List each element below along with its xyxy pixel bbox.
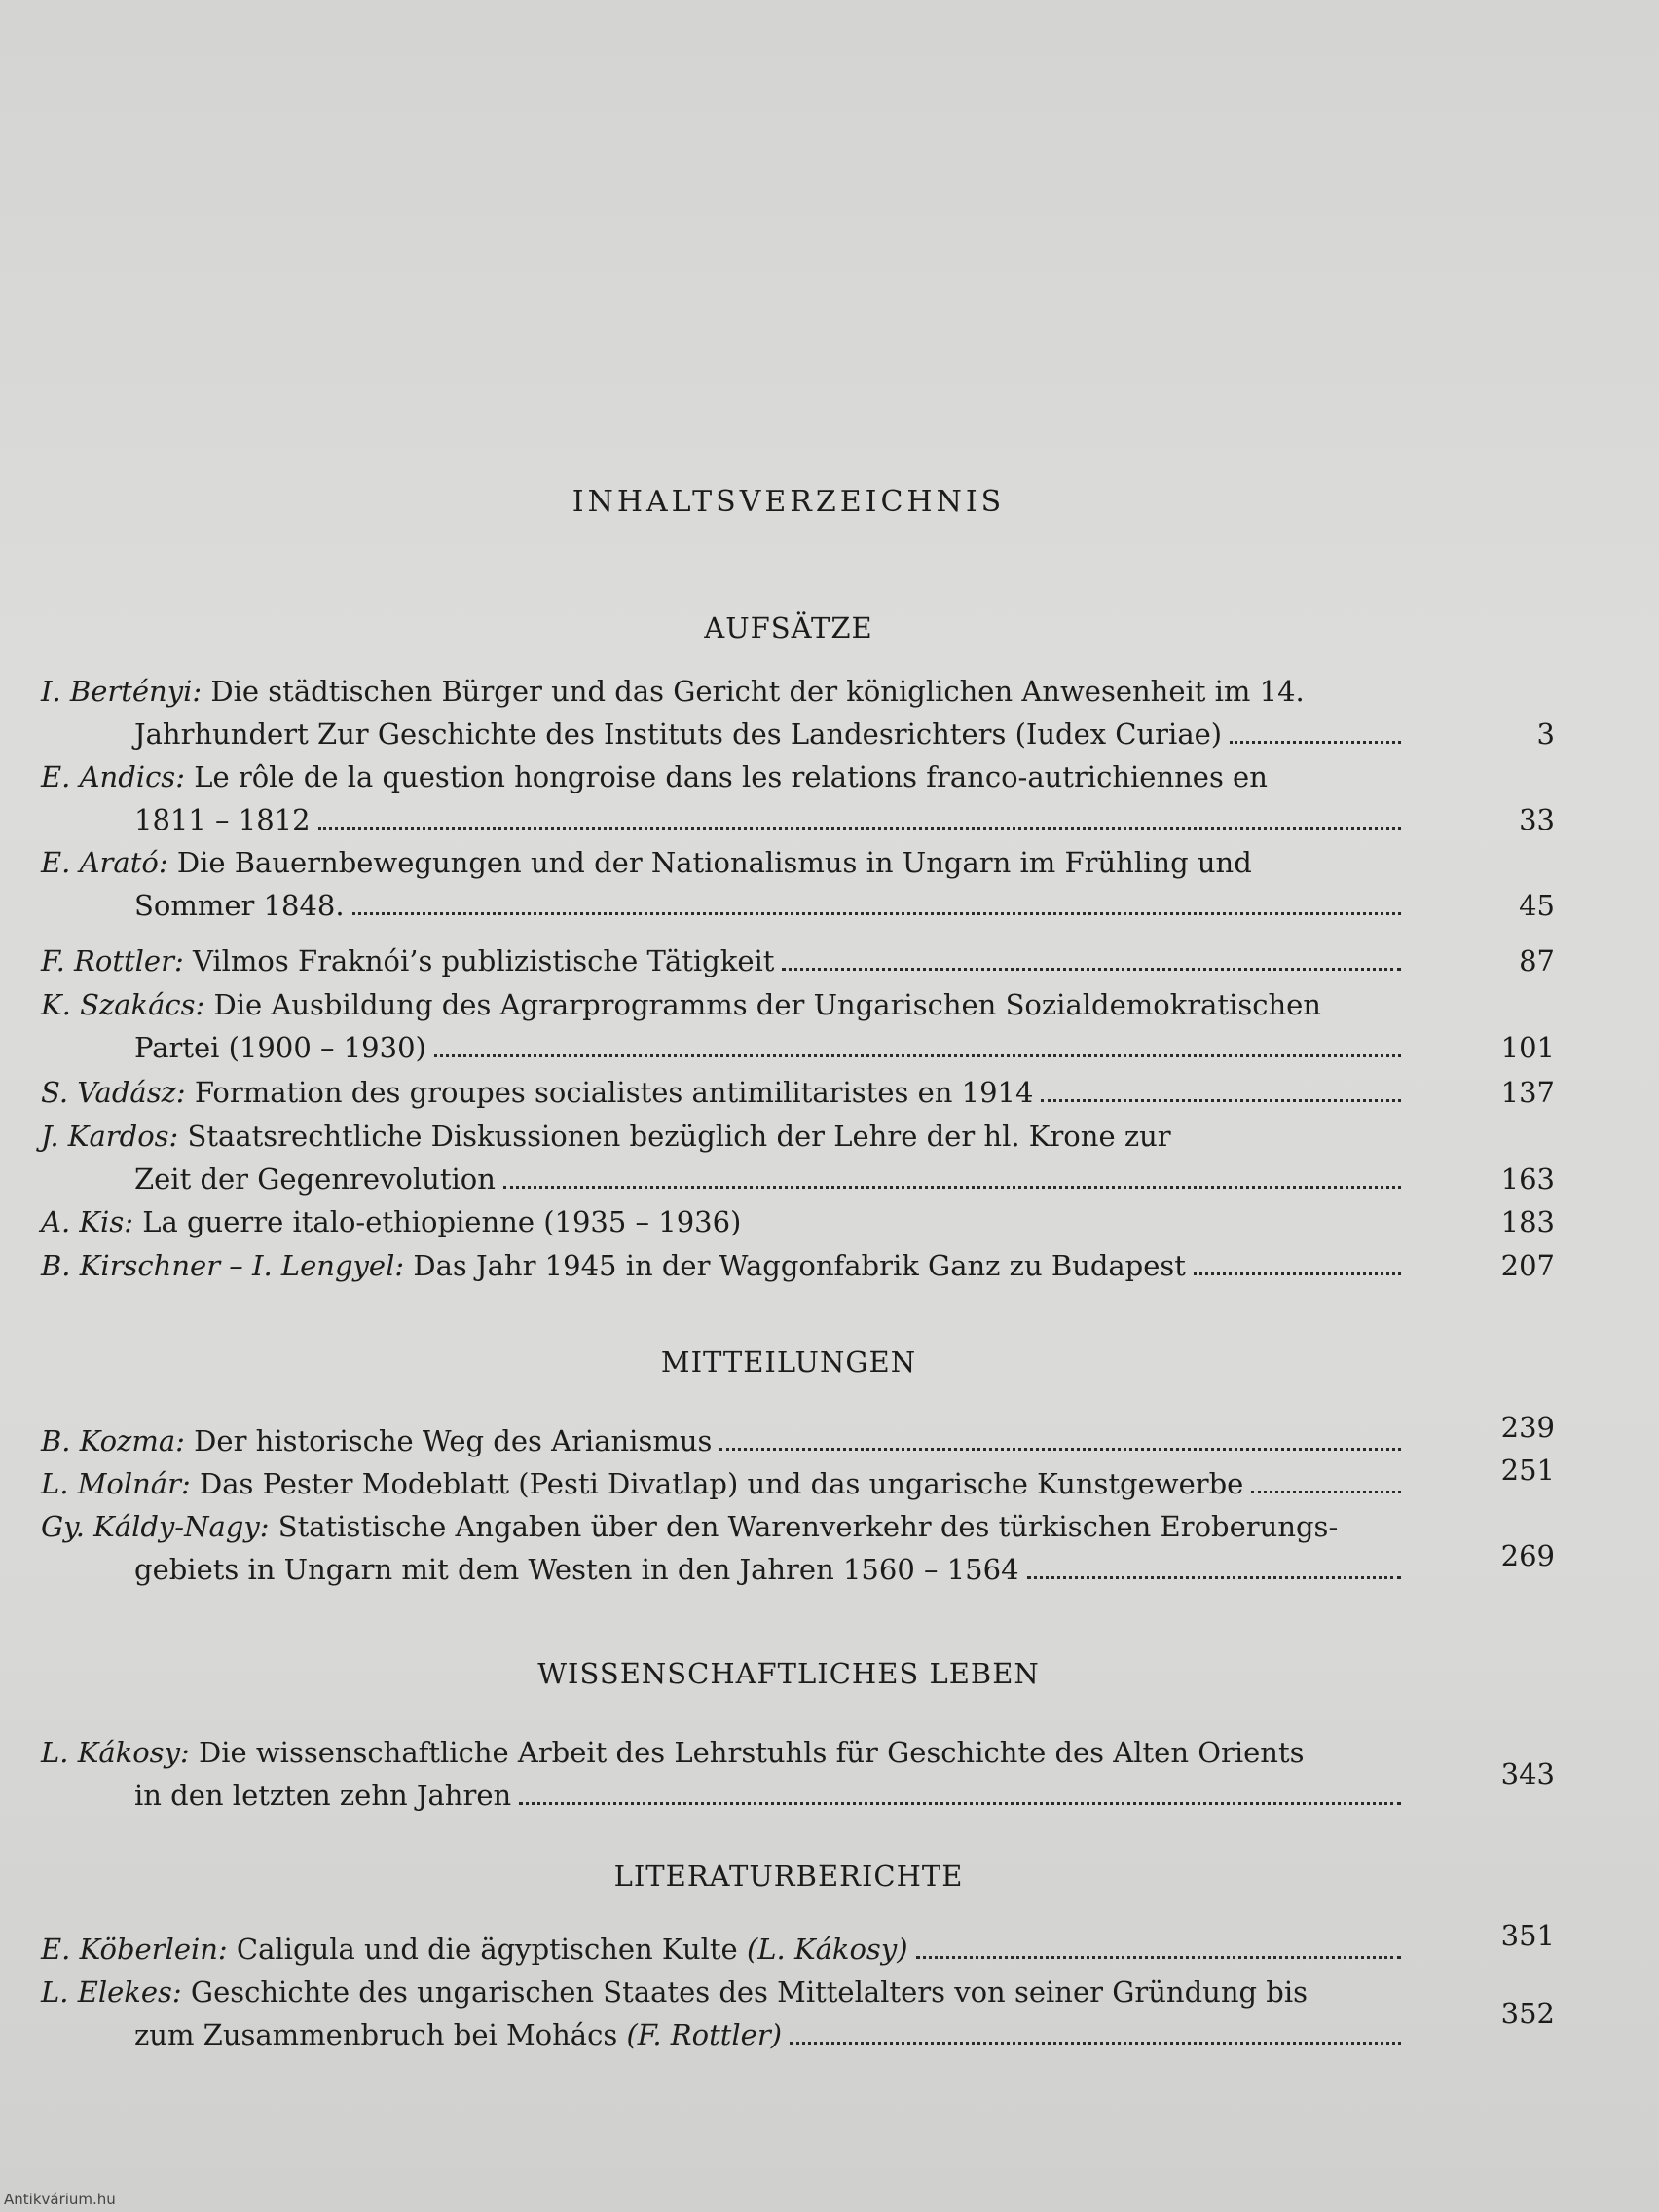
entry-page-number: 251 (1500, 1454, 1555, 1487)
entry-title: Die städtischen Bürger und das Gericht der königlichen Anwesenheit im 14. (210, 675, 1305, 708)
entry-title: Staatsrechtliche Diskussionen bezüglich der Lehre der hl. Krone zur (187, 1120, 1171, 1153)
toc-entry (41, 1919, 1555, 1971)
entry-page-number: 207 (1500, 1249, 1555, 1282)
entry-title: Das Pester Modeblatt (Pesti Divatlap) und das ungarische Kunstgewerbe (199, 1467, 1244, 1500)
entry-author: L. Molnár: (41, 1467, 191, 1500)
toc-entry (41, 940, 1555, 982)
section-heading-aufsaetze: AUFSÄTZE (704, 611, 873, 645)
entry-page-number: 45 (1519, 889, 1555, 922)
dot-leader (434, 1054, 1401, 1057)
bleed-through-text (0, 0, 1659, 506)
entry-author: E. Köberlein: (41, 1933, 228, 1966)
entry-page-number: 87 (1519, 944, 1555, 977)
entry-page-number: 239 (1500, 1411, 1555, 1444)
entry-page-number: 3 (1536, 718, 1555, 751)
entry-reviewer: (F. Rottler) (626, 2018, 783, 2051)
entry-title: Le rôle de la question hongroise dans les relations franco-autrichiennes en (194, 760, 1268, 793)
entry-title-cont: gebiets in Ungarn mit dem Westen in den Jahren 1560 – 1564 (134, 1553, 1019, 1586)
entry-page-number: 163 (1500, 1162, 1555, 1196)
entry-title: Vilmos Fraknói’s publizistische Tätigkeit (192, 944, 775, 977)
entry-author: B. Kirschner – I. Lengyel: (41, 1249, 405, 1282)
entry-title: Formation des groupes socialistes antimilitaristes en 1914 (194, 1076, 1034, 1109)
entry-page-number: 183 (1500, 1205, 1555, 1238)
entry-title: Statistische Angaben über den Warenverkehr des türkischen Eroberungs- (277, 1510, 1339, 1543)
toc-entry (41, 756, 1555, 841)
entry-title: Die wissenschaftliche Arbeit des Lehrstuhls für Geschichte des Alten Orients (198, 1736, 1305, 1769)
entry-page-number: 351 (1500, 1919, 1555, 1952)
entry-title: La guerre italo-ethiopienne (1935 – 1936) (142, 1205, 742, 1238)
entry-title: Geschichte des ungarischen Staates des Mittelalters von seiner Gründung bis (190, 1975, 1308, 2009)
dot-leader (1230, 741, 1401, 744)
entry-title-cont: Zeit der Gegenrevolution (134, 1162, 496, 1196)
dot-leader (782, 968, 1401, 971)
entry-author: K. Szakács: (41, 988, 205, 1021)
toc-entry (41, 1244, 1555, 1287)
entry-page-number: 33 (1519, 803, 1555, 836)
entry-page-number: 137 (1500, 1076, 1555, 1109)
toc-entry (41, 1454, 1555, 1505)
entry-author: J. Kardos: (41, 1120, 179, 1153)
toc-entry (41, 1411, 1555, 1462)
entry-page-number: 352 (1500, 1997, 1555, 2030)
dot-leader (1194, 1272, 1401, 1275)
entry-author: L. Elekes: (41, 1975, 182, 2009)
entry-page-number: 343 (1500, 1757, 1555, 1790)
watermark: Antikvárium.hu (4, 2191, 116, 2208)
toc-entry (41, 1115, 1555, 1200)
toc-entry (41, 841, 1555, 927)
dot-leader (318, 827, 1401, 830)
entry-title: Das Jahr 1945 in der Waggonfabrik Ganz zu Budapest (413, 1249, 1186, 1282)
toc-entry (41, 1071, 1555, 1114)
entry-title-cont: in den letzten zehn Jahren (134, 1779, 512, 1812)
entry-title: Der historische Weg des Arianismus (194, 1424, 713, 1457)
entry-author: A. Kis: (41, 1205, 133, 1238)
entry-page-number: 269 (1500, 1539, 1555, 1572)
entry-page-number: 101 (1500, 1031, 1555, 1064)
entry-author: S. Vadász: (41, 1076, 186, 1109)
section-heading-leben: WISSENSCHAFTLICHES LEBEN (537, 1657, 1040, 1690)
dot-leader (790, 2042, 1401, 2045)
entry-author: I. Bertényi: (41, 675, 203, 708)
toc-entry (41, 1505, 1555, 1591)
dot-leader (503, 1186, 1401, 1189)
entry-author: E. Andics: (41, 760, 185, 793)
entry-author: Gy. Káldy-Nagy: (41, 1510, 270, 1543)
toc-entry (41, 1731, 1555, 1817)
entry-title-cont: Partei (1900 – 1930) (134, 1031, 426, 1064)
entry-author: L. Kákosy: (41, 1736, 190, 1769)
section-heading-mitteilungen: MITTEILUNGEN (660, 1346, 917, 1379)
toc-entry (41, 1971, 1555, 2056)
entry-title-cont: 1811 – 1812 (134, 803, 311, 836)
entry-title: Die Bauernbewegungen und der Nationalismus in Ungarn im Frühling und (176, 846, 1252, 879)
entry-author: B. Kozma: (41, 1424, 185, 1457)
entry-author: F. Rottler: (41, 944, 184, 977)
entry-title: Caligula und die ägyptischen Kulte (236, 1933, 738, 1966)
dot-leader (1041, 1099, 1401, 1102)
entry-author: E. Arató: (41, 846, 168, 879)
dot-leader (1251, 1491, 1401, 1493)
page-title: INHALTSVERZEICHNIS (571, 485, 1006, 519)
entry-reviewer: (L. Kákosy) (746, 1933, 908, 1966)
dot-leader (916, 1956, 1401, 1959)
dot-leader (519, 1802, 1401, 1805)
entry-title-cont: Sommer 1848. (134, 889, 345, 922)
dot-leader (719, 1448, 1401, 1451)
entry-title-cont: zum Zusammenbruch bei Mohács (134, 2018, 618, 2051)
entry-title: Die Ausbildung des Agrarprogramms der Ungarischen Sozialdemokratischen (213, 988, 1321, 1021)
dot-leader (352, 912, 1401, 915)
toc-entry (41, 983, 1555, 1069)
dot-leader (1027, 1576, 1401, 1579)
section-heading-literatur: LITERATURBERICHTE (613, 1860, 964, 1893)
toc-entry (41, 1200, 1555, 1243)
toc-entry (41, 670, 1555, 756)
entry-title-cont: Jahrhundert Zur Geschichte des Instituts des Landesrichters (Iudex Curiae) (134, 718, 1223, 751)
